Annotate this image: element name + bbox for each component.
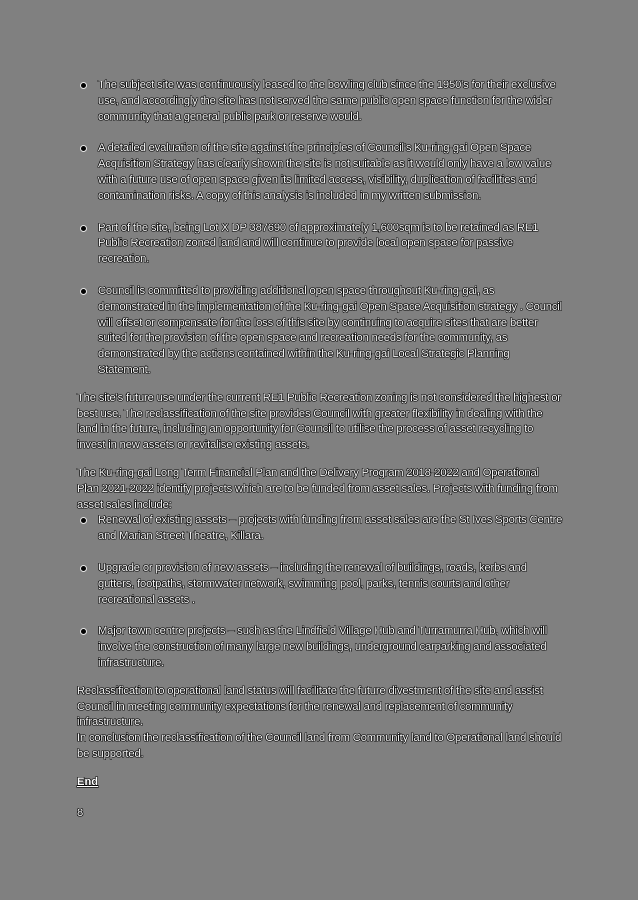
paragraph-future-use: The site's future use under the current RE1 Public Recreation zoning is not considered the highest or best use. The reclassification of the site provides Council with greater flexibility in dealing with the land in the future, including an opportunity for Council to utilise the process of asset recycling to invest in new assets or revitalise existing assets. (77, 391, 561, 452)
bullet-list-projects (77, 513, 563, 671)
paragraph-conclusion: In conclusion the reclassification of the Council land from Community land to Operational land should be supported. (77, 732, 562, 760)
list-item (77, 624, 563, 671)
list-item-text: Upgrade or provision of new assets – including the renewal of buildings, roads, kerbs and gutters, footpaths, stormwater network, swimming pool, parks, tennis courts and other recreational assets . (98, 561, 527, 606)
bullet-list-site-reasons (77, 78, 563, 379)
list-item (77, 513, 563, 545)
end-label: End (77, 775, 99, 788)
list-item (77, 78, 563, 125)
list-item-text: Renewal of existing assets – projects with funding from asset sales are the St Ives Sports Centre and Marian Street Theatre, Killara. (98, 514, 563, 543)
list-item-text: The subject site was continuously leased to the bowling club since the 1950's for their exclusive use, and accordingly the site has not served the same public open space function for the wider community that a general public park or reserve would. (98, 79, 556, 123)
list-item-text: Part of the site, being Lot X DP 387690 of approximately 1,600sqm is to be retained as RE1 Public Recreation zoned land and will continue to provide local open space for passive recreation. (98, 221, 539, 266)
document-page (77, 78, 563, 822)
list-item-text: Major town centre projects – such as the Lindfield Village Hub and Turramurra Hub, which will involve the construction of many large new buildings, underground carparking and associated infrastructure. (98, 625, 548, 669)
page-number: 8 (77, 807, 84, 820)
bullet-icon (81, 83, 86, 88)
list-item (77, 284, 563, 379)
bullet-icon (81, 629, 86, 634)
list-item-text: Council is committed to providing additional open space throughout Ku-ring-gai, as demonstrated in the implementation of the Ku-ring-gai Open Space Acquisition strategy . Council will offset or compensate for the loss of this site by continuing to acquire sites that are better suited for the provision of the open space and recreation needs for the community, as demonstrated by the actions contained within the Ku-ring-gai Local Strategic Planning Statement. (98, 284, 562, 376)
bullet-icon (81, 226, 86, 231)
bullet-icon (81, 289, 86, 294)
list-item (77, 141, 563, 204)
bullet-icon (81, 146, 86, 151)
list-item (77, 221, 563, 268)
list-item-text: A detailed evaluation of the site against the principles of Council's Ku-ring-gai Open Space Acquisition Strategy has clearly shown the site is not suitable as it would only have a low value with a future use of open space given its limited access, visibility, duplication of facilities and contamination risks. A copy of this analysis is included in my written submission. (98, 142, 552, 202)
paragraph-reclassification: Reclassification to operational land status will facilitate the future divestment of the site and assist Council in meeting community expectations for the renewal and replacement of community infrastructure. (77, 684, 543, 729)
paragraph-financial-plan: The Ku-ring-gai Long Term Financial Plan and the Delivery Program 2018-2022 and Operational Plan 2021-2022 identify projects which are to be funded from asset sales. Projects with funding from asset sales include: (77, 466, 558, 511)
bullet-icon (81, 566, 86, 571)
list-item (77, 561, 563, 608)
bullet-icon (81, 518, 86, 523)
